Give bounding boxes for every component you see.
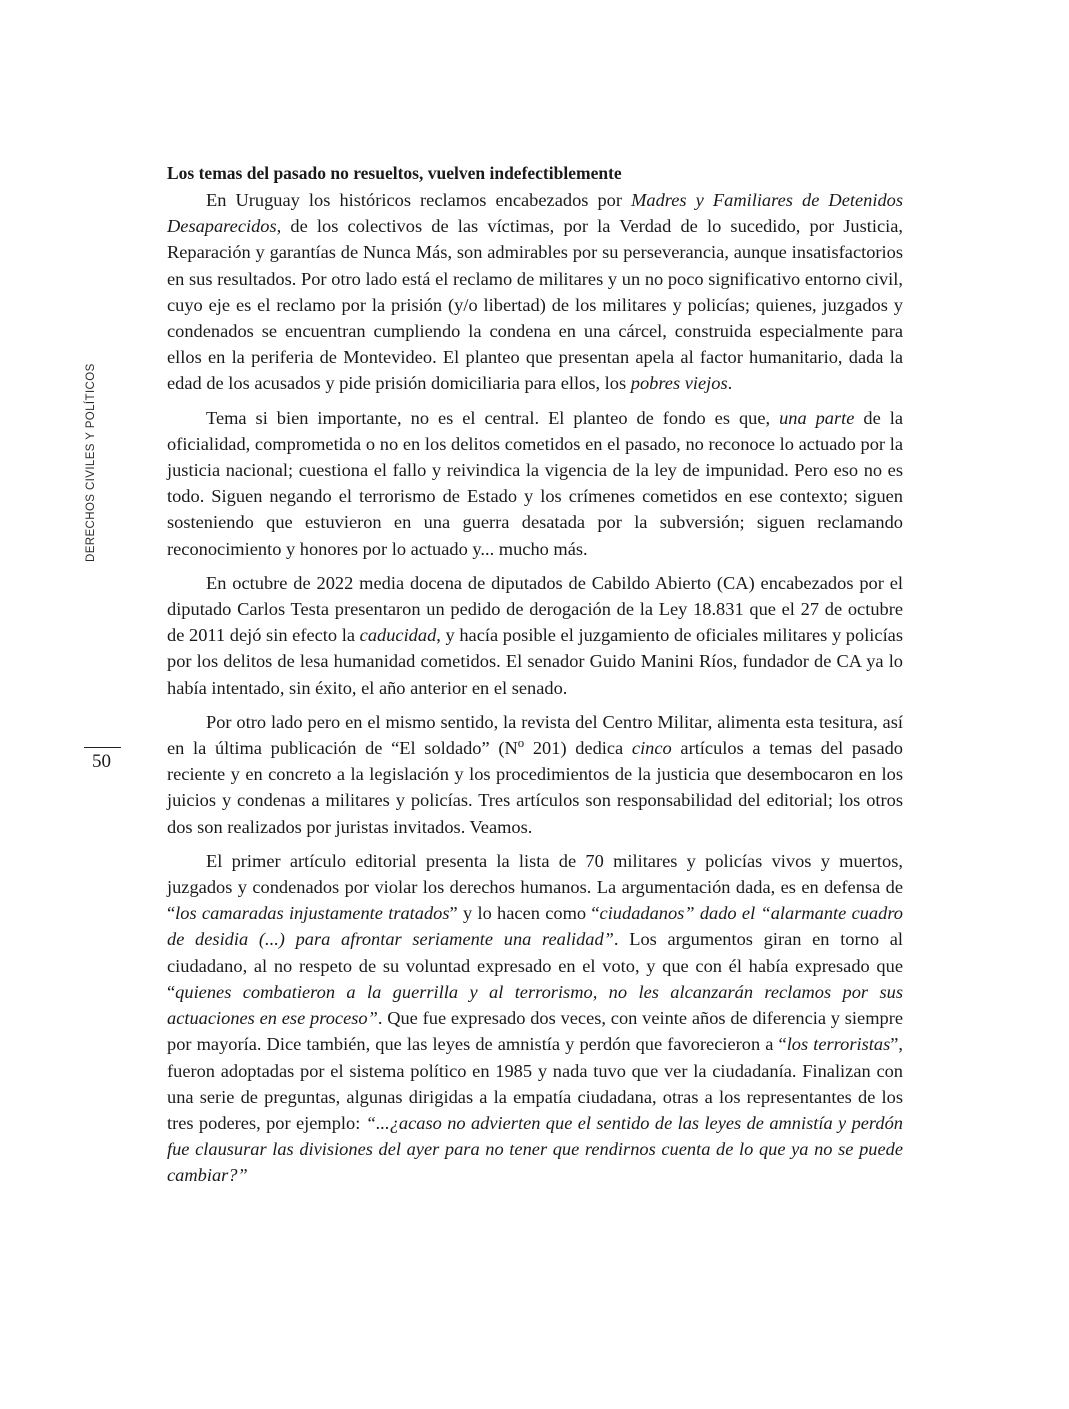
italic-run: caducidad (359, 625, 437, 646)
body-paragraph (167, 709, 903, 840)
page-number-rule (84, 747, 121, 748)
italic-run: Madres y Familiares de Detenidos Desaparecidos, (167, 190, 903, 237)
text-run: , y hacía posible el juzgamiento de oficiales militares y policías por los delitos de lesa humanidad cometidos. El senador Guido Manini Ríos, fundador de CA ya lo había intentado, sin éxito, el año anterior en el senado. (167, 625, 904, 698)
text-run: . (727, 373, 733, 394)
italic-run: “...¿acaso no advierten que el sentido de las leyes de amnistía y perdón fue clausurar las divisiones del ayer para no tener que rendirnos cuenta de lo que ya no se puede cambiar?” (167, 1112, 903, 1186)
text-run: ”, fueron adoptadas por el sistema político en 1985 y nada tuvo que ver la ciudadanía. Finalizan con una serie de preguntas, algunas dirigidas a la empatía ciudadana, otras a los representantes de los tres poderes, por ejemplo: (167, 1034, 903, 1133)
superscript-run: o (517, 735, 525, 750)
text-run: Por otro lado pero en el mismo sentido, la revista del Centro Militar, alimenta esta tesitura, así en la última publicación de “El soldado” (N (167, 711, 903, 759)
text-run: de la oficialidad, comprometida o no en los delitos cometidos en el pasado, no reconoce lo actuado por la justicia nacional; cuestiona el fallo y reivindica la vigencia de la ley de impunidad. Pero eso no es todo. Siguen negando el terrorismo de Estado y los crímenes cometidos en ese contexto; siguen sosteniendo que estuvieron en una guerra desatada por la subversión; siguen reclamando reconocimiento y honores por lo actuado y... mucho más. (167, 407, 903, 559)
page-number: 50 (92, 751, 111, 772)
text-run: El primer artículo editorial presenta la lista de 70 militares y policías vivos y muertos, juzgados y condenados por violar los derechos humanos. La argumentación dada, es en defensa de “ (167, 850, 903, 924)
italic-run: una parte (779, 407, 855, 428)
body-paragraph (167, 187, 903, 397)
text-run: de los colectivos de las víctimas, por la Verdad de lo sucedido, por Justicia, Reparación y garantías de Nunca Más, son admirables por su perseverancia, aunque insatisfactorios en sus resultados. Por otro lado está el reclamo de militares y un no poco significativo entorno civil, cuyo eje es el reclamo por la prisión (y/o libertad) de los militares y policías; quienes, juzgados y condenados se encuentran cumpliendo la condena en una cárcel, construida especialmente para ellos en la periferia de Montevideo. El planteo que presentan apela al factor humanitario, dada la edad de los acusados y pide prisión domiciliaria para ellos, los (167, 216, 903, 394)
page-body (167, 160, 903, 1197)
text-run: 201) dedica (524, 738, 632, 759)
text-run: En octubre de 2022 media docena de diputados de Cabildo Abierto (CA) encabezados por el diputado Carlos Testa presentaron un pedido de derogación de la Ley 18.831 que el 27 de octubre de 2011 dejó sin efecto la (167, 572, 903, 646)
body-paragraph (167, 848, 903, 1189)
italic-run: cinco (631, 738, 672, 759)
paragraphs (167, 187, 903, 1189)
section-heading: Los temas del pasado no resueltos, vuelven indefectiblemente (167, 163, 622, 183)
italic-run: pobres viejos (630, 373, 728, 394)
italic-run: ciudadanos” dado el “alarmante cuadro de desidia (...) para afrontar seriamente una realidad” (167, 903, 903, 950)
text-run: artículos a temas del pasado reciente y en concreto a la legislación y los procedimientos de la justicia que desembocaron en los juicios y condenas a militares y policías. Tres artículos son responsabilidad del editorial; los otros dos son realizados por juristas invitados. Veamos. (167, 738, 903, 837)
text-run: . Que fue expresado dos veces, con veinte años de diferencia y siempre por mayoría. Dice también, que las leyes de amnistía y perdón que favorecieron a “ (167, 1008, 903, 1055)
body-paragraph (167, 570, 903, 701)
text-run: ” y lo hacen como “ (449, 903, 600, 924)
body-paragraph (167, 405, 903, 562)
italic-run: los terroristas (786, 1034, 891, 1055)
italic-run: los camaradas injustamente tratados (175, 903, 450, 924)
text-run: . Los argumentos giran en torno al ciudadano, al no respeto de su voluntad expresado en el voto, y que con él había expresado que “ (167, 929, 903, 1002)
text-run: Tema si bien importante, no es el central. El planteo de fondo es que, (206, 407, 780, 428)
italic-run: quienes combatieron a la guerrilla y al terrorismo, no les alcanzarán reclamos por sus actuaciones en ese proceso” (167, 981, 903, 1029)
text-run: En Uruguay los históricos reclamos encabezados por (206, 190, 632, 210)
running-section-title: DERECHOS CIVILES Y POLÍTICOS (85, 363, 97, 562)
